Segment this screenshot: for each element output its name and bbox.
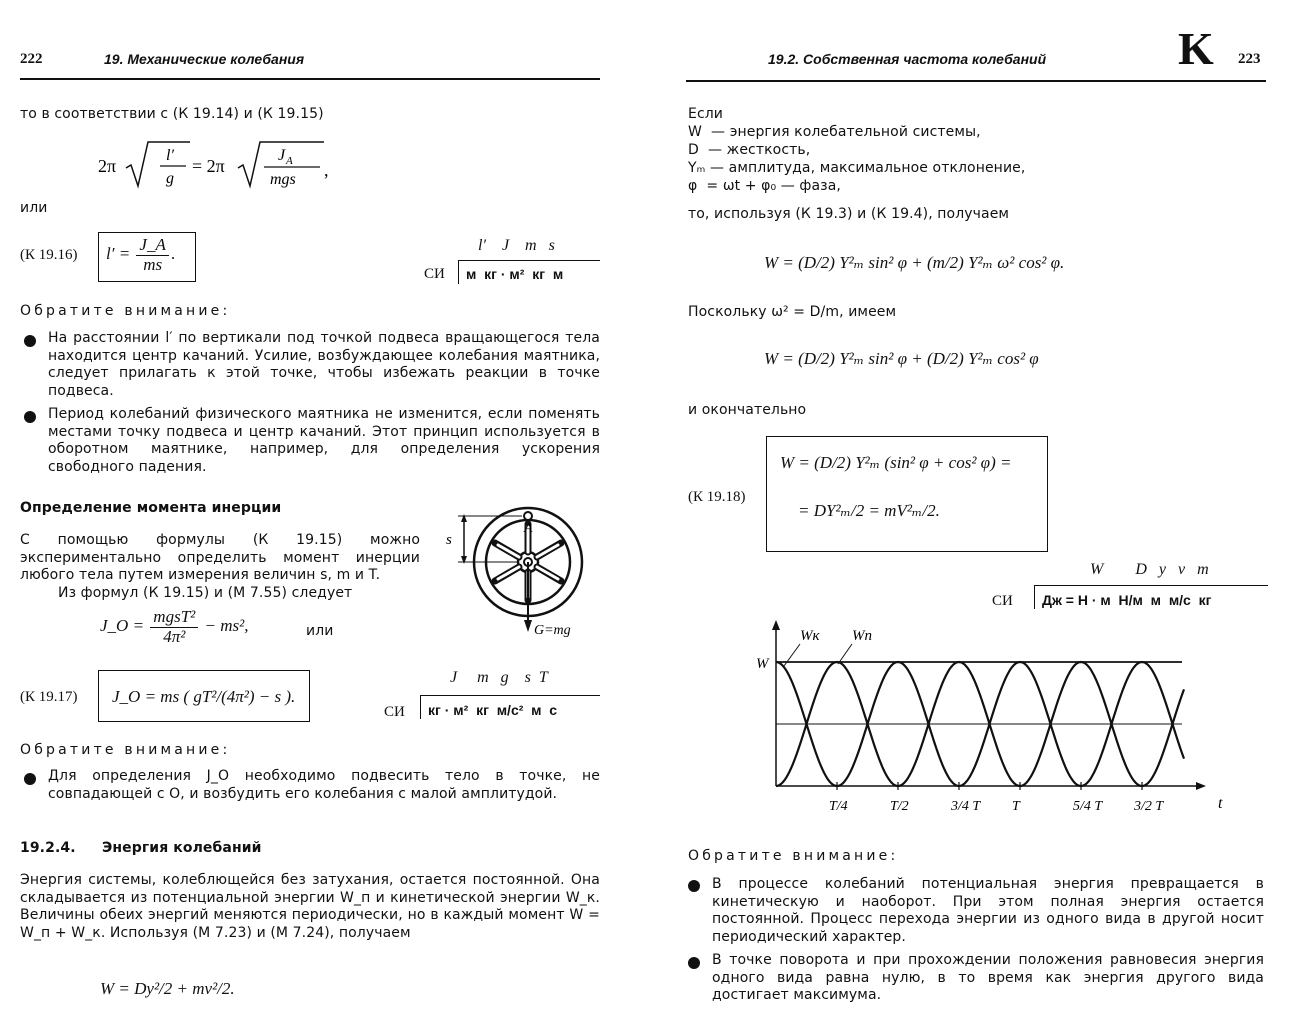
period-equation [98, 138, 338, 188]
svg-text:l′: l′ [166, 147, 174, 164]
header-rule-right [686, 80, 1266, 82]
bullet-marker [24, 411, 36, 423]
para-from: Из формул (К 19.15) и (М 7.55) следует [58, 585, 353, 601]
bullet-text-right-1: В процессе колебаний потенциальная энергия превращается в кинетическую и наоборот. При этом полная энергия остается постоянной. Процесс перехода энергии из одного вида в другой носит периодический характер. [712, 876, 1264, 945]
chapter-title: 19. Механические колебания [104, 51, 305, 67]
wheel-label-g: G=mg [534, 623, 571, 638]
si-label-16: СИ [424, 266, 445, 282]
section-heading-moment: Определение момента инерции [20, 500, 282, 516]
graph-label-wk: Wк [800, 628, 820, 644]
or-word: или [20, 200, 48, 216]
bullet-marker [688, 880, 700, 892]
eq17-label: (К 19.17) [20, 689, 78, 705]
bullet-text-3: Для определения J_O необходимо подвесить тело в точке, не совпадающей с O, и возбудить его колебания с малой амплитудой. [48, 768, 600, 802]
eq-energy: W = Dy²/2 + mv²/2. [100, 979, 235, 998]
eq16-num: J_A [136, 236, 168, 256]
bullet-text-right-2: В точке поворота и при прохождении положения равновесия энергия одного вида равна нулю, в то время как энергия другого вида достигает максимума. [712, 952, 1264, 1003]
finally-word: и окончательно [688, 402, 807, 418]
svg-text:J: J [278, 147, 286, 164]
svg-text:A: A [286, 155, 293, 167]
si-label-18: СИ [992, 593, 1013, 609]
units18-line: Дж = Н · м Н/м м м/с кг [1042, 592, 1212, 608]
units16-line: м кг · м² кг м [466, 266, 564, 282]
energy-graph [752, 620, 1272, 840]
graph-label-t: t [1218, 795, 1223, 812]
eq16-lhs: l′ = [106, 244, 131, 264]
time-tick-label: T [1012, 799, 1020, 814]
eq-jo-den: 4π² [163, 626, 186, 646]
svg-text:= 2π: = 2π [192, 156, 225, 176]
wheel-label-a: A [524, 521, 533, 536]
if-word: Если [688, 106, 723, 122]
period-equation-svg [98, 138, 338, 192]
subsection-number: 19.2.4. [20, 840, 76, 856]
eq-w1: W = (D/2) Y²ₘ sin² φ + (m/2) Y²ₘ ω² cos² φ. [764, 253, 1065, 272]
eq16-formula [106, 236, 175, 274]
bullet-marker [24, 335, 36, 347]
intro-line: то в соответствии с (К 19.14) и (К 19.15) [20, 106, 324, 122]
bullet-marker [24, 773, 36, 785]
graph-label-w: W [756, 656, 769, 672]
header-rule-left [20, 78, 600, 80]
definition-w: W — энергия колебательной системы, [688, 124, 981, 140]
definition-y: Yₘ — амплитуда, максимальное отклонение, [688, 160, 1026, 176]
page-number-right: 223 [1238, 51, 1261, 67]
time-tick-label: T/4 [829, 799, 848, 814]
units18-head: W D y v m [1090, 561, 1209, 578]
since-line: Поскольку ω² = D/m, имеем [688, 304, 897, 320]
eq-jo-or: или [306, 623, 334, 639]
eq16-den: ms [143, 254, 163, 274]
definition-d: D — жесткость, [688, 142, 811, 158]
svg-text:g: g [166, 170, 174, 187]
eq-jo-lhs: J_O = [100, 616, 145, 636]
bullet-text-1: На расстоянии l′ по вертикали под точкой подвеса вращающегося тела находится центр качаний. Усилие, возбуждающее колебания маятника, следует прилагать к этой точке, чтобы избежать реакции в точке подвеса. [48, 330, 600, 399]
notice-title-2: Обратите внимание: [20, 742, 231, 758]
eq-jo-num: mgsT² [150, 608, 198, 628]
right-page [672, 0, 1297, 1031]
then-line: то, используя (К 19.3) и (К 19.4), получаем [688, 206, 1010, 222]
eq16-label: (К 19.16) [20, 247, 78, 263]
eq18-line1: W = (D/2) Y²ₘ (sin² φ + cos² φ) = [780, 453, 1012, 472]
time-tick-label: 3/4 T [951, 799, 981, 814]
eq-jo-tail: − ms², [204, 616, 249, 636]
units17-head: J m g s T [450, 669, 548, 686]
graph-label-wp: Wп [852, 628, 872, 644]
para-energy: Энергия системы, колеблющейся без затухания, остается постоянной. Она складывается из потенциальной энергии W_п и кинетической энергии W_к. Величины обеих энергий меняются периодически, но в каждый момент W = W_п + W_к. Используя (М 7.23) и (М 7.24), получаем [20, 872, 600, 941]
svg-text:2π: 2π [98, 156, 117, 176]
time-tick-label: 3/2 T [1134, 799, 1164, 814]
notice-title-1: Обратите внимание: [20, 303, 231, 319]
eq16-end: . [170, 244, 176, 264]
time-ticks [829, 782, 1164, 814]
thumb-index-letter: K [1178, 23, 1214, 74]
units16-head: l′ J m s [478, 237, 555, 254]
time-tick-label: T/2 [890, 799, 909, 814]
eq-jo [100, 608, 248, 646]
bullet-text-2: Период колебаний физического маятника не изменится, если поменять местами точку подвеса и центр качаний. Этот принцип используется в оборотном маятнике, например, для определения ускорения свободного падения. [48, 406, 600, 475]
wheel-label-s: s [446, 532, 452, 548]
subsection-title: Энергия колебаний [102, 840, 262, 856]
notice-title-right: Обратите внимание: [688, 848, 899, 864]
section-title: 19.2. Собственная частота колебаний [768, 51, 1047, 67]
para-moment: С помощью формулы (К 19.15) можно экспериментально определить момент инерции любого тела путем измерения величин s, m и T. [20, 532, 420, 583]
eq-w2: W = (D/2) Y²ₘ sin² φ + (D/2) Y²ₘ cos² φ [764, 349, 1039, 368]
units17-line: кг · м² кг м/с² м с [428, 702, 558, 718]
definition-phi: φ = ωt + φ₀ — фаза, [688, 178, 841, 194]
eq17-formula: J_O = ms ( gT²/(4π²) − s ). [112, 687, 296, 706]
time-tick-label: 5/4 T [1073, 799, 1103, 814]
bullet-marker [688, 957, 700, 969]
svg-text:mgs: mgs [270, 171, 296, 188]
svg-text:,: , [324, 160, 329, 180]
page-number-left: 222 [20, 51, 43, 67]
eq18-label: (К 19.18) [688, 489, 746, 505]
left-page [0, 0, 620, 1031]
wheel-figure [438, 500, 598, 645]
eq18-line2: = DY²ₘ/2 = mV²ₘ/2. [798, 501, 940, 520]
si-label-17: СИ [384, 704, 405, 720]
